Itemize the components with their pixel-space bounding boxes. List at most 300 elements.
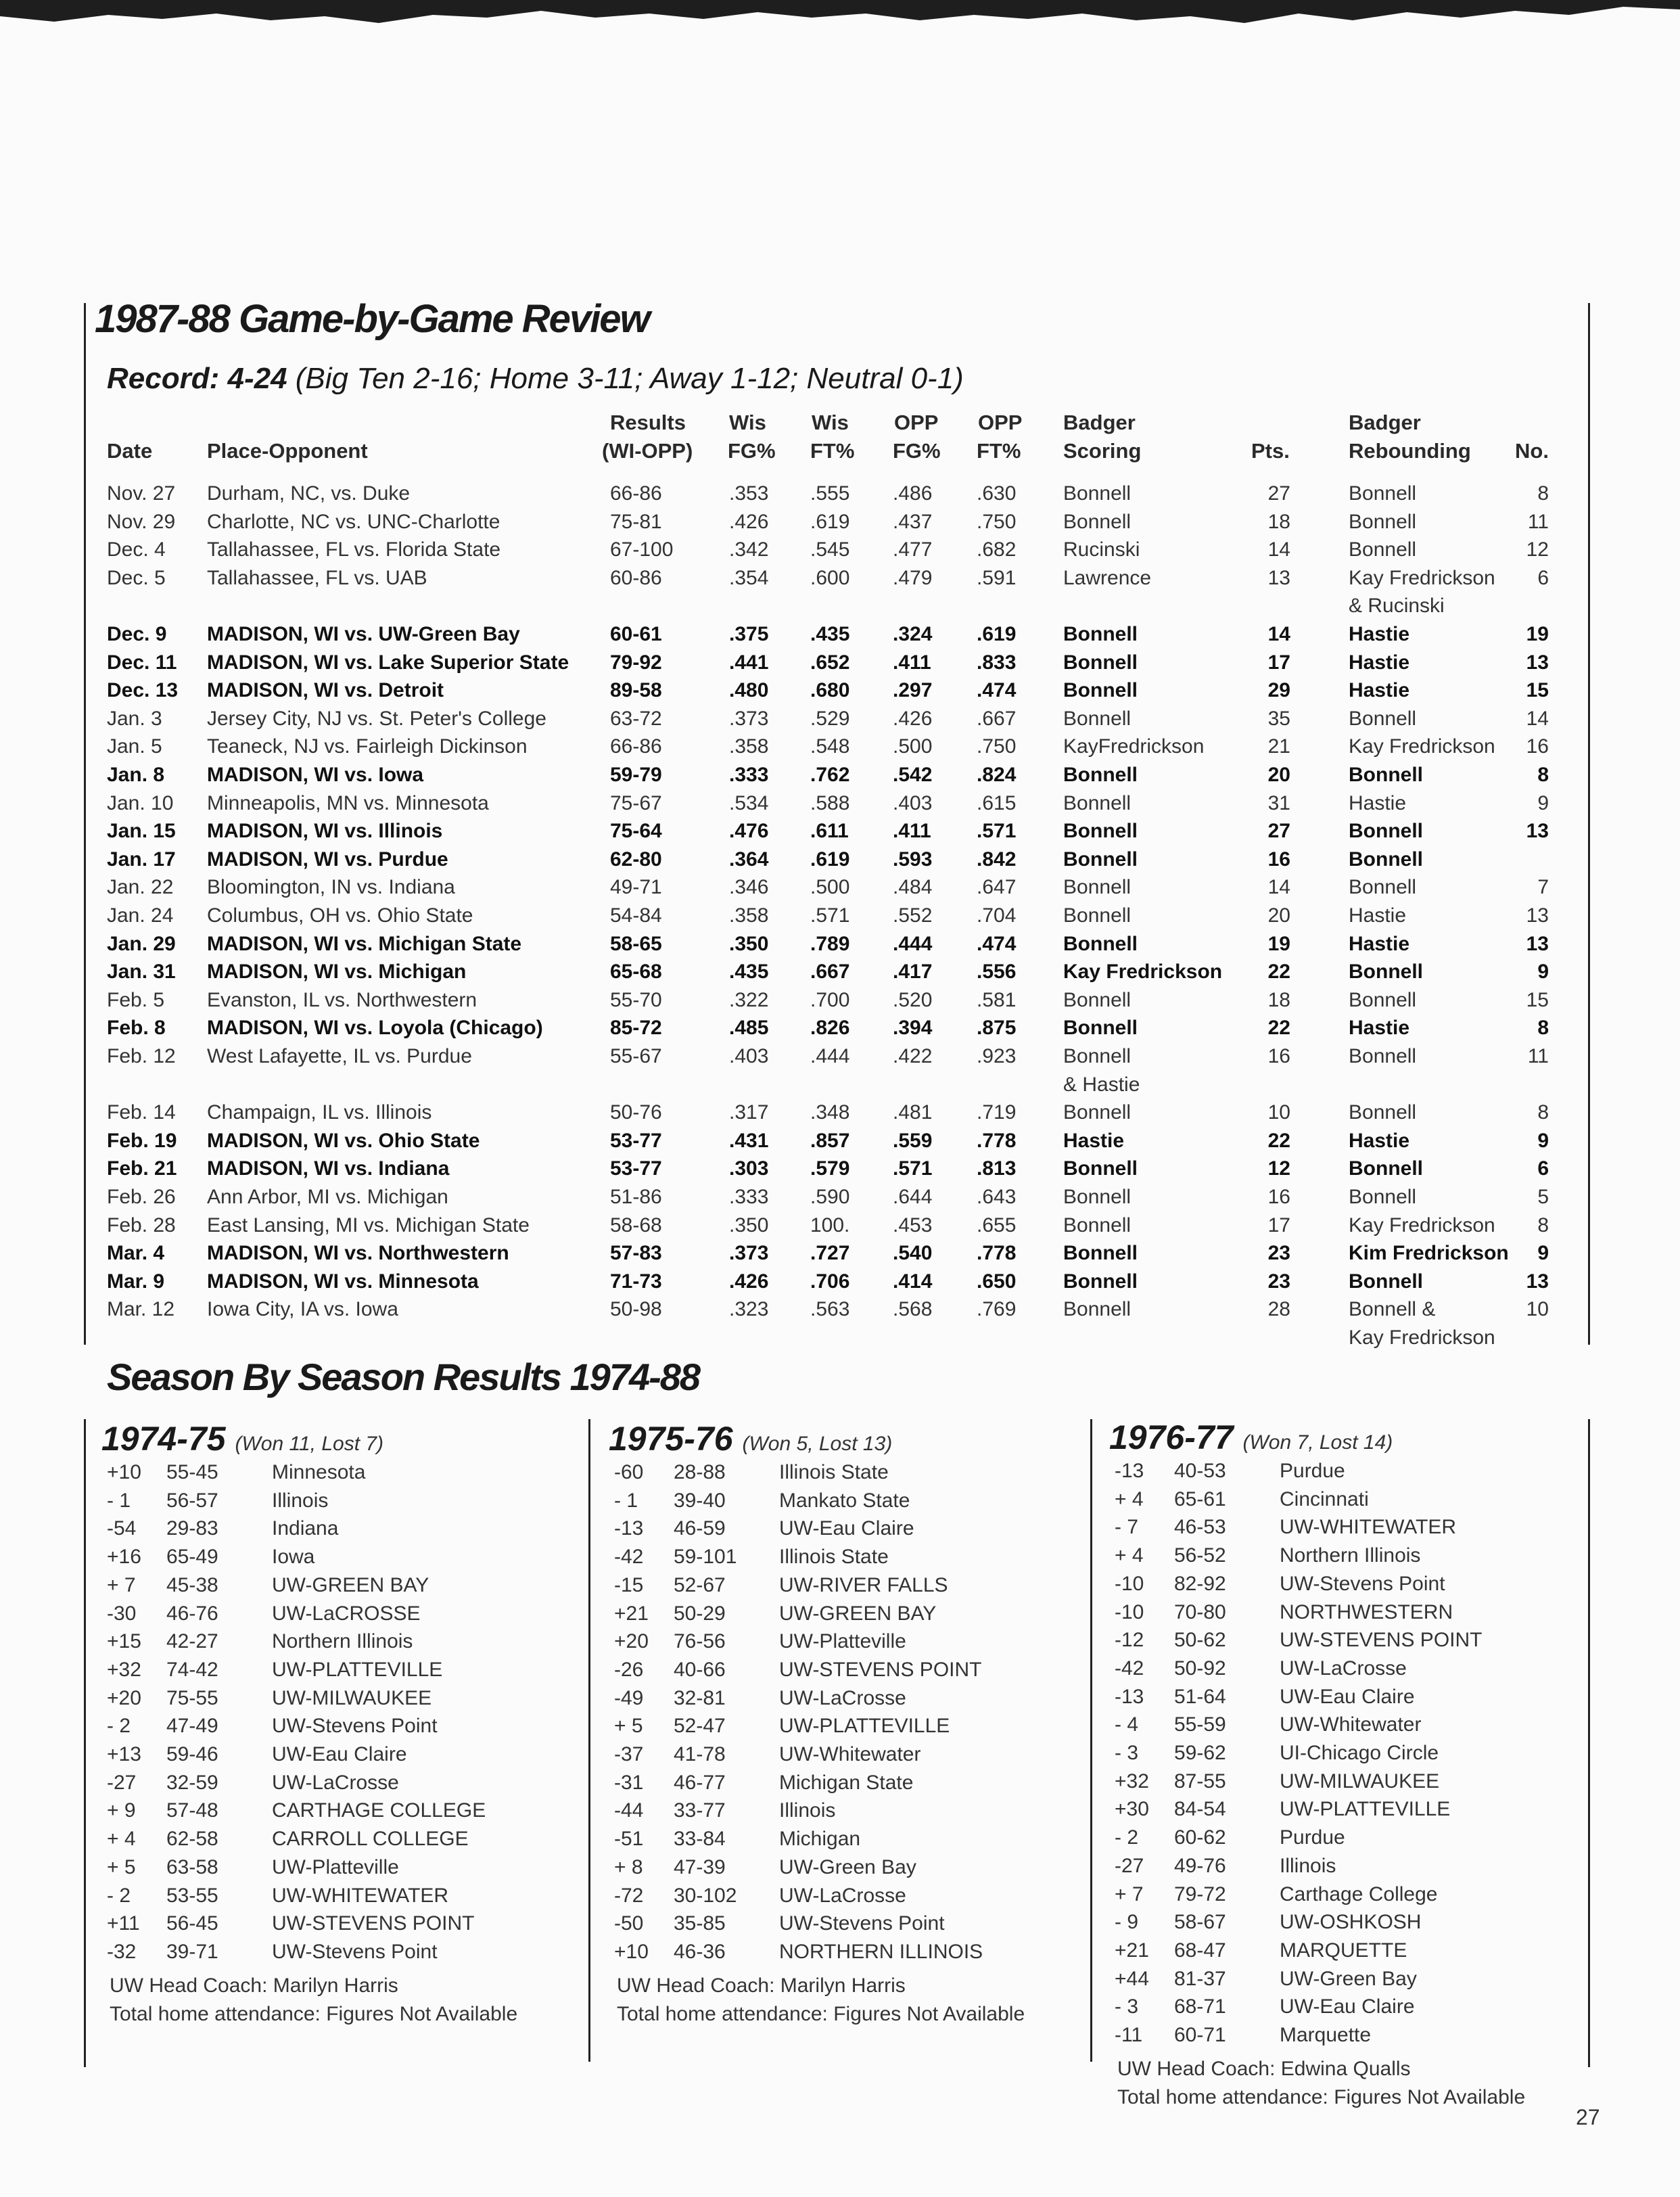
cell-place: MADISON, WI vs. Michigan bbox=[207, 961, 467, 984]
season-game-opponent: UW-LaCrosse bbox=[272, 1771, 399, 1794]
season-game-score: 57-48 bbox=[166, 1799, 218, 1822]
season-game-score: 46-59 bbox=[674, 1517, 726, 1540]
cell-reb: Bonnell bbox=[1349, 764, 1423, 786]
cell-place: MADISON, WI vs. Detroit bbox=[207, 679, 444, 702]
header-opp-ft-1: OPP bbox=[978, 411, 1023, 434]
season-game-opponent: UW-Stevens Point bbox=[272, 1940, 438, 1963]
season-attendance: Total home attendance: Figures Not Available bbox=[617, 2002, 1025, 2025]
cell-oft: .875 bbox=[977, 1017, 1017, 1040]
cell-date: Jan. 31 bbox=[107, 961, 176, 984]
cell-wfg: .373 bbox=[729, 707, 769, 730]
cell-no: 13 bbox=[1526, 904, 1549, 927]
season-game-score: 82-92 bbox=[1174, 1572, 1226, 1595]
cell-date: Mar. 9 bbox=[107, 1270, 165, 1293]
cell-scorer-cont: & Hastie bbox=[1063, 1073, 1140, 1096]
season-game-row bbox=[101, 1458, 575, 1487]
season-game-row bbox=[609, 1487, 1082, 1515]
season-game-score: 74-42 bbox=[166, 1658, 218, 1681]
record-label: Record: 4-24 bbox=[107, 362, 287, 395]
table-row bbox=[0, 902, 1680, 930]
cell-place: Tallahassee, FL vs. UAB bbox=[207, 566, 427, 589]
season-game-margin: + 5 bbox=[107, 1855, 136, 1878]
season-game-margin: +20 bbox=[614, 1630, 649, 1653]
header-scoring-2: Scoring bbox=[1063, 439, 1142, 463]
season-year: 1975-76 bbox=[609, 1420, 733, 1458]
cell-oft: .571 bbox=[977, 820, 1017, 843]
season-game-opponent: UW-STEVENS POINT bbox=[779, 1658, 982, 1681]
cell-date: Feb. 8 bbox=[107, 1017, 166, 1040]
table-row bbox=[0, 1014, 1680, 1042]
cell-date: Feb. 26 bbox=[107, 1186, 176, 1208]
header-wis-fg-1: Wis bbox=[729, 411, 766, 434]
season-game-row bbox=[609, 1882, 1082, 1910]
cell-wfg: .358 bbox=[729, 904, 769, 927]
season-game-score: 81-37 bbox=[1174, 1967, 1226, 1990]
season-game-margin: -13 bbox=[1115, 1460, 1144, 1482]
season-game-row bbox=[1109, 1626, 1583, 1655]
cell-reb-cont: & Rucinski bbox=[1349, 595, 1445, 618]
cell-wft: .563 bbox=[810, 1298, 850, 1321]
cell-no: 8 bbox=[1537, 1213, 1549, 1236]
cell-oft: .769 bbox=[977, 1298, 1017, 1321]
cell-res: 60-86 bbox=[610, 566, 662, 589]
season-game-row bbox=[1109, 1795, 1583, 1824]
header-results-2: (WI-OPP) bbox=[602, 439, 693, 463]
cell-scorer: Rucinski bbox=[1063, 538, 1140, 561]
cell-ofg: .414 bbox=[893, 1270, 933, 1293]
cell-oft: .581 bbox=[977, 988, 1017, 1011]
cell-reb: Kay Fredrickson bbox=[1349, 735, 1495, 758]
season-game-score: 70-80 bbox=[1174, 1600, 1226, 1623]
cell-no: 9 bbox=[1537, 791, 1549, 814]
left-rule-bottom bbox=[84, 1419, 86, 2067]
season-game-margin: +10 bbox=[614, 1940, 649, 1963]
season-game-margin: -27 bbox=[107, 1771, 137, 1794]
season-game-score: 47-39 bbox=[674, 1855, 726, 1878]
table-row bbox=[0, 761, 1680, 789]
season-game-margin: -49 bbox=[614, 1686, 644, 1709]
cell-date: Jan. 8 bbox=[107, 764, 165, 786]
season-game-opponent: CARTHAGE COLLEGE bbox=[272, 1799, 486, 1822]
table-row bbox=[0, 676, 1680, 705]
season-game-margin: +10 bbox=[107, 1461, 141, 1483]
season-game-opponent: UW-Platteville bbox=[779, 1630, 906, 1653]
cell-res: 53-77 bbox=[610, 1129, 662, 1152]
season-game-opponent: UW-Stevens Point bbox=[1280, 1572, 1445, 1595]
season-game-score: 39-40 bbox=[674, 1489, 726, 1512]
cell-scorer: Bonnell bbox=[1063, 1270, 1138, 1293]
cell-wft: .435 bbox=[810, 623, 850, 645]
cell-reb: Bonnell bbox=[1349, 988, 1417, 1011]
table-row bbox=[0, 620, 1680, 649]
cell-no: 6 bbox=[1537, 566, 1549, 589]
cell-reb: Bonnell bbox=[1349, 1270, 1423, 1293]
cell-res: 79-92 bbox=[610, 651, 662, 674]
season-game-margin: +11 bbox=[107, 1912, 140, 1935]
page-title: 1987-88 Game-by-Game Review bbox=[95, 297, 649, 341]
header-pts: Pts. bbox=[1251, 439, 1290, 463]
cell-res: 65-68 bbox=[610, 961, 662, 984]
table-row bbox=[0, 480, 1680, 508]
cell-pts: 28 bbox=[1267, 1298, 1290, 1321]
cell-pts: 35 bbox=[1267, 707, 1290, 730]
season-game-row bbox=[1109, 1824, 1583, 1852]
cell-oft: .923 bbox=[977, 1045, 1017, 1067]
season-game-row bbox=[101, 1514, 575, 1543]
season-game-score: 40-66 bbox=[674, 1658, 726, 1681]
season-game-opponent: UW-MILWAUKEE bbox=[1280, 1770, 1440, 1793]
cell-scorer: Bonnell bbox=[1063, 876, 1131, 899]
season-game-margin: -30 bbox=[107, 1602, 137, 1625]
cell-scorer: Bonnell bbox=[1063, 679, 1138, 702]
header-scoring-1: Badger bbox=[1063, 411, 1136, 434]
season-attendance: Total home attendance: Figures Not Available bbox=[110, 2002, 518, 2025]
season-game-margin: + 8 bbox=[614, 1855, 643, 1878]
season-game-row bbox=[609, 1458, 1082, 1487]
cell-wft: .789 bbox=[810, 932, 850, 955]
cell-date: Jan. 22 bbox=[107, 876, 174, 899]
season-game-margin: - 2 bbox=[107, 1715, 131, 1738]
cell-wfg: .534 bbox=[729, 791, 769, 814]
cell-wfg: .317 bbox=[729, 1101, 769, 1124]
cell-oft: .556 bbox=[977, 961, 1017, 984]
cell-scorer: Kay Fredrickson bbox=[1063, 961, 1223, 984]
column-rule-1 bbox=[588, 1419, 590, 2062]
season-game-score: 59-101 bbox=[674, 1546, 737, 1569]
season-heading bbox=[1109, 1418, 1393, 1457]
cell-scorer: Bonnell bbox=[1063, 651, 1138, 674]
cell-no: 9 bbox=[1537, 1242, 1549, 1265]
season-game-opponent: UW-PLATTEVILLE bbox=[779, 1715, 950, 1738]
cell-reb: Bonnell bbox=[1349, 876, 1417, 899]
cell-reb: Bonnell bbox=[1349, 848, 1423, 871]
cell-wfg: .303 bbox=[729, 1157, 769, 1180]
season-game-row bbox=[101, 1938, 575, 1966]
cell-no: 8 bbox=[1537, 764, 1549, 786]
season-game-row bbox=[101, 1825, 575, 1853]
season-game-margin: +32 bbox=[107, 1658, 141, 1681]
season-game-opponent: Michigan bbox=[779, 1828, 861, 1851]
cell-pts: 14 bbox=[1267, 876, 1290, 899]
cell-place: Champaign, IL vs. Illinois bbox=[207, 1101, 432, 1124]
season-game-score: 32-81 bbox=[674, 1686, 726, 1709]
cell-place: MADISON, WI vs. Purdue bbox=[207, 848, 448, 871]
cell-wft: .529 bbox=[810, 707, 850, 730]
season-game-margin: -72 bbox=[614, 1884, 644, 1907]
season-game-row bbox=[101, 1712, 575, 1740]
cell-wfg: .485 bbox=[729, 1017, 769, 1040]
cell-reb: Hastie bbox=[1349, 1017, 1410, 1040]
season-game-opponent: Northern Illinois bbox=[272, 1630, 413, 1653]
cell-ofg: .417 bbox=[893, 961, 933, 984]
cell-no: 9 bbox=[1537, 961, 1549, 984]
cell-ofg: .453 bbox=[893, 1213, 933, 1236]
season-game-opponent: UW-Eau Claire bbox=[1280, 1995, 1415, 2018]
season-game-score: 68-47 bbox=[1174, 1939, 1226, 1962]
season-game-opponent: UW-Whitewater bbox=[779, 1743, 921, 1765]
cell-date: Feb. 28 bbox=[107, 1213, 176, 1236]
cell-pts: 23 bbox=[1267, 1242, 1290, 1265]
cell-pts: 22 bbox=[1267, 1129, 1290, 1152]
cell-scorer: Bonnell bbox=[1063, 1213, 1131, 1236]
cell-place: West Lafayette, IL vs. Purdue bbox=[207, 1045, 472, 1067]
season-game-score: 46-36 bbox=[674, 1940, 726, 1963]
cell-place: Tallahassee, FL vs. Florida State bbox=[207, 538, 501, 561]
season-game-margin: -32 bbox=[107, 1940, 137, 1963]
cell-ofg: .437 bbox=[893, 510, 933, 533]
cell-ofg: .559 bbox=[893, 1129, 933, 1152]
season-game-opponent: UW-LaCrosse bbox=[779, 1884, 906, 1907]
season-game-row bbox=[1109, 1852, 1583, 1880]
season-game-margin: + 5 bbox=[614, 1715, 643, 1738]
cell-ofg: .426 bbox=[893, 707, 933, 730]
cell-res: 75-64 bbox=[610, 820, 662, 843]
season-game-opponent: UW-Whitewater bbox=[1280, 1713, 1422, 1736]
cell-res: 66-86 bbox=[610, 735, 662, 758]
cell-ofg: .520 bbox=[893, 988, 933, 1011]
season-game-score: 84-54 bbox=[1174, 1798, 1226, 1821]
cell-scorer: Bonnell bbox=[1063, 510, 1131, 533]
cell-place: Ann Arbor, MI vs. Michigan bbox=[207, 1186, 448, 1208]
cell-ofg: .394 bbox=[893, 1017, 933, 1040]
header-opp-fg-2: FG% bbox=[893, 439, 941, 463]
cell-place: East Lansing, MI vs. Michigan State bbox=[207, 1213, 530, 1236]
cell-oft: .842 bbox=[977, 848, 1017, 871]
cell-date: Mar. 12 bbox=[107, 1298, 175, 1321]
season-game-opponent: Carthage College bbox=[1280, 1882, 1438, 1905]
cell-wft: .590 bbox=[810, 1186, 850, 1208]
cell-place: Durham, NC, vs. Duke bbox=[207, 482, 411, 505]
cell-oft: .719 bbox=[977, 1101, 1017, 1124]
season-game-score: 60-71 bbox=[1174, 2024, 1226, 2046]
cell-res: 71-73 bbox=[610, 1270, 662, 1293]
season-game-row bbox=[609, 1740, 1082, 1769]
season-game-row bbox=[609, 1910, 1082, 1938]
right-rule-bottom bbox=[1588, 1419, 1590, 2067]
season-game-score: 29-83 bbox=[166, 1517, 218, 1540]
cell-reb: Hastie bbox=[1349, 1129, 1410, 1152]
season-game-row bbox=[609, 1938, 1082, 1966]
season-game-margin: -50 bbox=[614, 1912, 644, 1935]
season-game-score: 42-27 bbox=[166, 1630, 218, 1653]
cell-oft: .591 bbox=[977, 566, 1017, 589]
season-game-score: 30-102 bbox=[674, 1884, 737, 1907]
cell-reb: Hastie bbox=[1349, 904, 1407, 927]
season-game-opponent: UW-OSHKOSH bbox=[1280, 1911, 1422, 1934]
cell-wft: .571 bbox=[810, 904, 850, 927]
season-game-margin: - 2 bbox=[1115, 1826, 1139, 1849]
season-game-opponent: UW-Stevens Point bbox=[272, 1715, 438, 1738]
season-won-lost: (Won 11, Lost 7) bbox=[235, 1433, 384, 1455]
season-game-margin: + 4 bbox=[1115, 1544, 1144, 1567]
header-place: Place-Opponent bbox=[207, 439, 368, 463]
cell-wft: .500 bbox=[810, 876, 850, 899]
season-game-row bbox=[1109, 1655, 1583, 1683]
cell-reb: Bonnell bbox=[1349, 482, 1417, 505]
cell-res: 85-72 bbox=[610, 1017, 662, 1040]
season-game-margin: +30 bbox=[1115, 1798, 1149, 1821]
season-game-margin: -10 bbox=[1115, 1600, 1144, 1623]
season-game-row bbox=[609, 1684, 1082, 1713]
season-game-margin: -27 bbox=[1115, 1854, 1144, 1877]
table-row bbox=[0, 1042, 1680, 1071]
cell-wft: .588 bbox=[810, 791, 850, 814]
cell-pts: 20 bbox=[1267, 764, 1290, 786]
season-game-score: 56-45 bbox=[166, 1912, 218, 1935]
table-row bbox=[0, 1239, 1680, 1268]
page-number: 27 bbox=[1576, 2105, 1600, 2129]
cell-scorer: Bonnell bbox=[1063, 623, 1138, 645]
cell-wfg: .441 bbox=[729, 651, 769, 674]
cell-wfg: .364 bbox=[729, 848, 769, 871]
season-game-row bbox=[1109, 1965, 1583, 1993]
season-game-row bbox=[101, 1882, 575, 1910]
season-game-margin: - 9 bbox=[1115, 1911, 1139, 1934]
cell-date: Dec. 4 bbox=[107, 538, 166, 561]
season-game-margin: -54 bbox=[107, 1517, 137, 1540]
cell-oft: .474 bbox=[977, 932, 1017, 955]
cell-wft: .600 bbox=[810, 566, 850, 589]
cell-pts: 13 bbox=[1267, 566, 1290, 589]
cell-date: Jan. 29 bbox=[107, 932, 176, 955]
cell-scorer: Bonnell bbox=[1063, 820, 1138, 843]
season-won-lost: (Won 5, Lost 13) bbox=[742, 1433, 893, 1455]
season-year: 1976-77 bbox=[1109, 1418, 1234, 1456]
cell-reb: Bonnell bbox=[1349, 538, 1417, 561]
season-game-row bbox=[1109, 1598, 1583, 1627]
cell-res: 58-65 bbox=[610, 932, 662, 955]
cell-wfg: .373 bbox=[729, 1242, 769, 1265]
header-wis-ft-1: Wis bbox=[812, 411, 849, 434]
season-game-opponent: Illinois State bbox=[779, 1461, 889, 1483]
season-game-score: 50-29 bbox=[674, 1602, 726, 1625]
cell-reb: Bonnell bbox=[1349, 510, 1417, 533]
cell-res: 53-77 bbox=[610, 1157, 662, 1180]
cell-res: 55-67 bbox=[610, 1045, 662, 1067]
cell-no: 13 bbox=[1526, 932, 1549, 955]
season-game-opponent: CARROLL COLLEGE bbox=[272, 1828, 469, 1851]
cell-res: 60-61 bbox=[610, 623, 662, 645]
cell-wfg: .403 bbox=[729, 1045, 769, 1067]
cell-no: 11 bbox=[1527, 1045, 1549, 1067]
cell-pts: 17 bbox=[1267, 1213, 1290, 1236]
season-game-opponent: UW-Eau Claire bbox=[779, 1517, 914, 1540]
season-game-opponent: UW-STEVENS POINT bbox=[1280, 1629, 1483, 1652]
season-game-score: 47-49 bbox=[166, 1715, 218, 1738]
cell-place: MADISON, WI vs. Lake Superior State bbox=[207, 651, 569, 674]
season-game-opponent: UW-PLATTEVILLE bbox=[1280, 1798, 1451, 1821]
season-game-margin: -13 bbox=[614, 1517, 644, 1540]
season-game-score: 79-72 bbox=[1174, 1882, 1226, 1905]
season-game-row bbox=[609, 1600, 1082, 1628]
cell-ofg: .297 bbox=[893, 679, 933, 702]
cell-res: 67-100 bbox=[610, 538, 674, 561]
cell-reb: Bonnell bbox=[1349, 707, 1417, 730]
season-game-opponent: Illinois bbox=[272, 1489, 329, 1512]
cell-no: 6 bbox=[1537, 1157, 1549, 1180]
cell-scorer: Bonnell bbox=[1063, 1298, 1131, 1321]
cell-scorer: Bonnell bbox=[1063, 904, 1131, 927]
cell-scorer: Bonnell bbox=[1063, 791, 1131, 814]
season-game-score: 56-57 bbox=[166, 1489, 218, 1512]
season-game-row bbox=[101, 1910, 575, 1938]
season-game-opponent: Illinois bbox=[779, 1799, 836, 1822]
cell-reb: Bonnell bbox=[1349, 1101, 1417, 1124]
cell-date: Feb. 21 bbox=[107, 1157, 177, 1180]
cell-wfg: .350 bbox=[729, 932, 769, 955]
season-game-score: 50-62 bbox=[1174, 1629, 1226, 1652]
table-row bbox=[0, 846, 1680, 874]
cell-oft: .778 bbox=[977, 1129, 1017, 1152]
cell-scorer: Bonnell bbox=[1063, 988, 1131, 1011]
cell-no: 5 bbox=[1537, 1186, 1549, 1208]
season-game-margin: - 1 bbox=[107, 1489, 131, 1512]
cell-oft: .682 bbox=[977, 538, 1017, 561]
cell-date: Nov. 27 bbox=[107, 482, 176, 505]
cell-wft: .444 bbox=[810, 1045, 850, 1067]
season-game-opponent: UW-Eau Claire bbox=[272, 1743, 407, 1765]
season-game-score: 41-78 bbox=[674, 1743, 726, 1765]
cell-res: 51-86 bbox=[610, 1186, 662, 1208]
cell-ofg: .540 bbox=[893, 1242, 933, 1265]
season-game-score: 76-56 bbox=[674, 1630, 726, 1653]
season-game-row bbox=[609, 1627, 1082, 1656]
header-opp-ft-2: FT% bbox=[977, 439, 1021, 463]
season-coach: UW Head Coach: Edwina Qualls bbox=[1117, 2057, 1411, 2080]
cell-date: Feb. 5 bbox=[107, 988, 165, 1011]
cell-place: MADISON, WI vs. Illinois bbox=[207, 820, 443, 843]
season-game-opponent: UW-STEVENS POINT bbox=[272, 1912, 475, 1935]
season-game-margin: -42 bbox=[614, 1546, 644, 1569]
cell-no: 11 bbox=[1527, 510, 1549, 533]
cell-no: 9 bbox=[1537, 1129, 1549, 1152]
cell-reb: Kay Fredrickson bbox=[1349, 1213, 1495, 1236]
season-game-score: 65-61 bbox=[1174, 1487, 1226, 1510]
season-game-margin: + 4 bbox=[1115, 1487, 1144, 1510]
cell-res: 62-80 bbox=[610, 848, 662, 871]
cell-res: 49-71 bbox=[610, 876, 662, 899]
season-game-margin: +21 bbox=[614, 1602, 649, 1625]
season-game-margin: + 7 bbox=[107, 1573, 136, 1596]
cell-place: Charlotte, NC vs. UNC-Charlotte bbox=[207, 510, 500, 533]
torn-page-edge bbox=[0, 0, 1680, 47]
cell-scorer: Bonnell bbox=[1063, 1101, 1131, 1124]
cell-scorer: Bonnell bbox=[1063, 482, 1131, 505]
table-row-continuation bbox=[0, 592, 1680, 620]
season-game-opponent: UW-RIVER FALLS bbox=[779, 1573, 948, 1596]
season-game-score: 46-77 bbox=[674, 1771, 726, 1794]
cell-ofg: .411 bbox=[893, 820, 931, 843]
season-game-score: 32-59 bbox=[166, 1771, 218, 1794]
season-game-margin: -13 bbox=[1115, 1685, 1144, 1708]
table-row bbox=[0, 986, 1680, 1015]
cell-scorer: Bonnell bbox=[1063, 932, 1138, 955]
season-game-score: 56-52 bbox=[1174, 1544, 1226, 1567]
season-game-row bbox=[101, 1656, 575, 1684]
season-game-row bbox=[101, 1769, 575, 1797]
cell-wfg: .323 bbox=[729, 1298, 769, 1321]
season-game-row bbox=[1109, 2021, 1583, 2050]
cell-wfg: .322 bbox=[729, 988, 769, 1011]
season-game-opponent: UW-MILWAUKEE bbox=[272, 1686, 432, 1709]
cell-date: Jan. 10 bbox=[107, 791, 174, 814]
cell-wfg: .346 bbox=[729, 876, 769, 899]
season-year: 1974-75 bbox=[101, 1420, 226, 1458]
cell-wft: .762 bbox=[810, 764, 850, 786]
season-heading bbox=[609, 1419, 892, 1458]
cell-date: Nov. 29 bbox=[107, 510, 176, 533]
season-game-row bbox=[1109, 1513, 1583, 1542]
